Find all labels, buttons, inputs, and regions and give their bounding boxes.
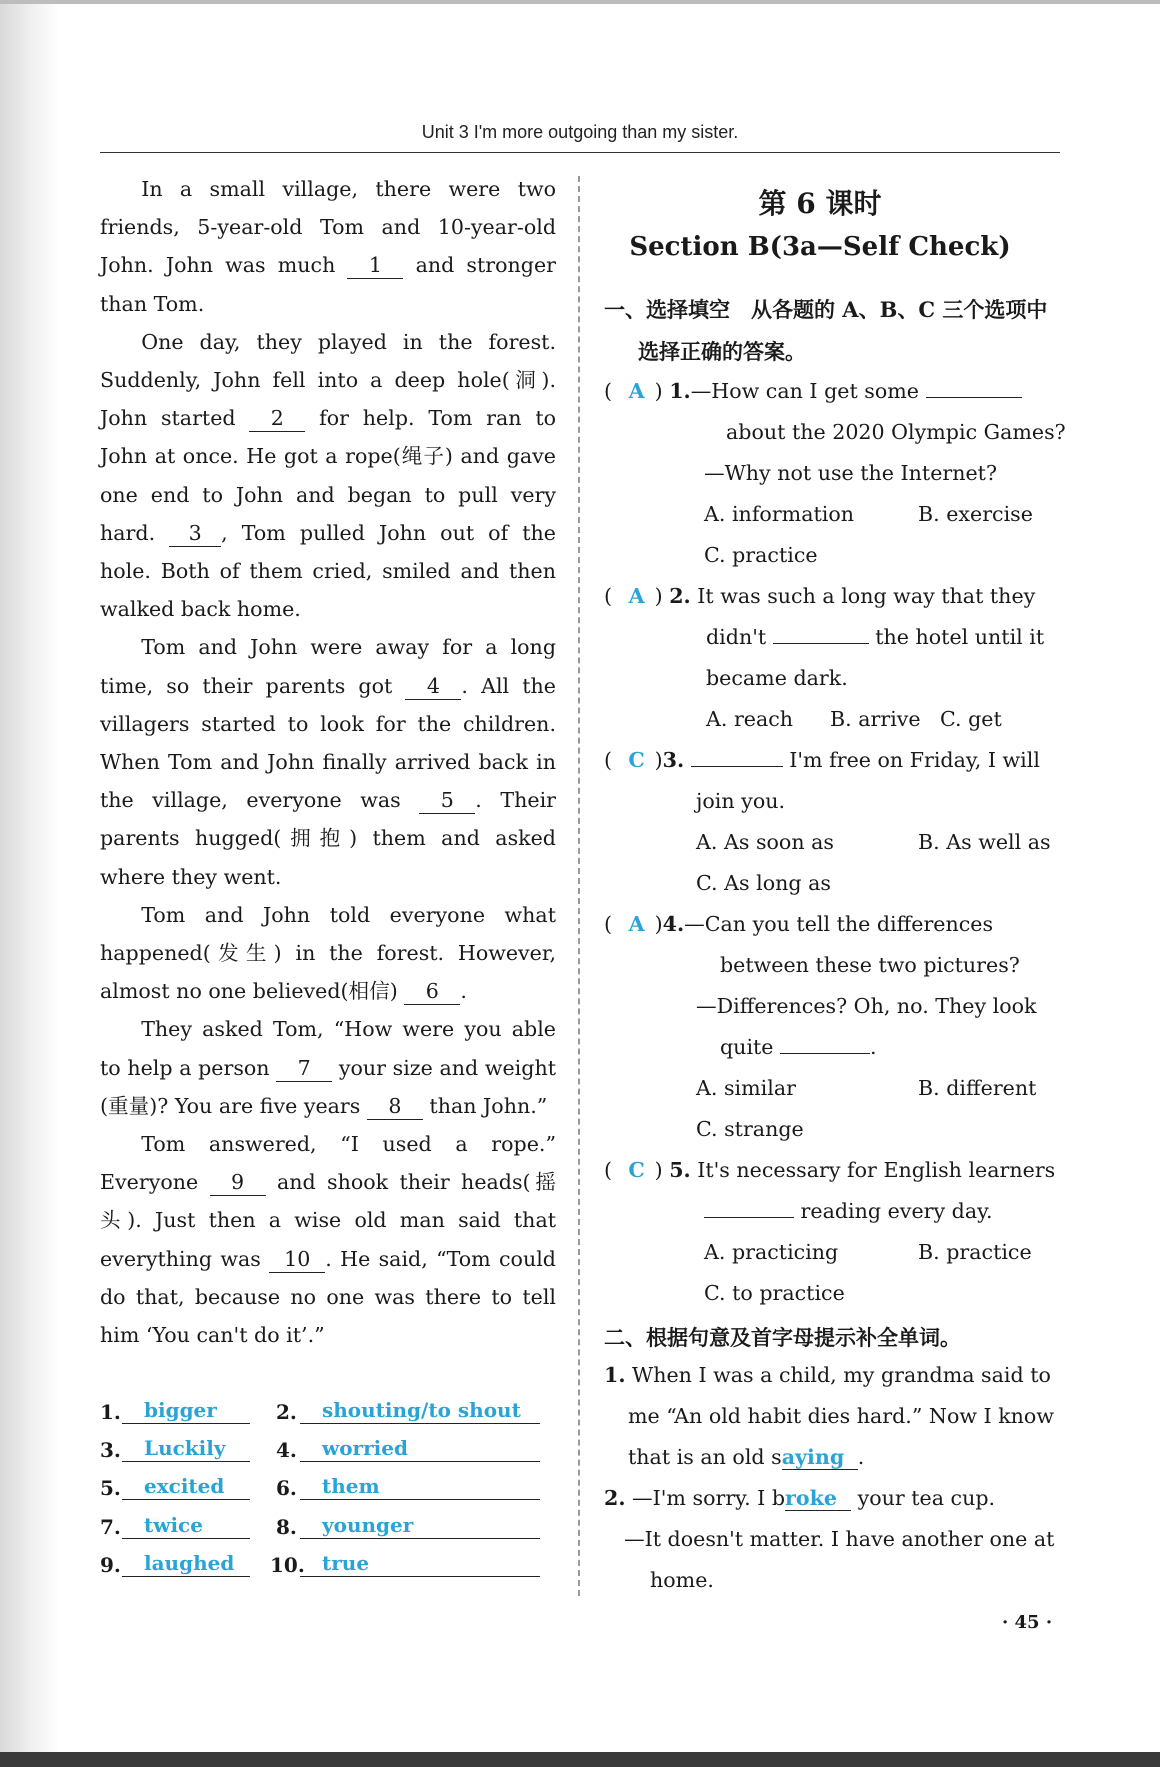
- answer-word: excited: [122, 1474, 250, 1500]
- answer-word: shouting/to shout: [300, 1398, 540, 1424]
- blank-10: 10: [269, 1246, 325, 1273]
- option-b: B. As well as: [918, 830, 1051, 854]
- option-a: A. practicing: [704, 1240, 839, 1264]
- passage-paragraph: One day, they played in the forest. Suddenly, John fell into a deep hole(洞). John started 2 for help. Tom ran to John at once. He got a rope(绳子) and gave one end to John and began to pull very hard. 3 , Tom pulled John out of the hole. Both of them cried, smiled and then walked back home.: [100, 329, 557, 622]
- section-title: Section B(3a—Self Check): [629, 232, 1011, 262]
- sentence-1: 1. When I was a child, my grandma said to: [604, 1363, 1051, 1387]
- question-line: join you.: [696, 789, 786, 813]
- passage-paragraph: Tom answered, “I used a rope.” Everyone 9 and shook their heads(摇头). Just then a wise old man said that everything was 10 . He said, “Tom could do that, because no one was there to tell him ‘You can't do it’.”: [100, 1132, 556, 1348]
- answer-letter: A: [628, 584, 645, 608]
- answer-row: [100, 1507, 560, 1545]
- answer-number: 3.: [100, 1438, 121, 1463]
- question-line: quite .: [720, 1035, 877, 1059]
- question-line: didn't the hotel until it: [706, 625, 1045, 649]
- option-a: A. information: [704, 502, 855, 526]
- question-5: ( C ) 5. It's necessary for English learners: [604, 1158, 1056, 1182]
- lesson-title: 第 6 课时: [758, 187, 882, 220]
- answer-row: [100, 1392, 560, 1430]
- question-line: —Why not use the Internet?: [704, 461, 997, 485]
- question-line: —It doesn't matter. I have another one at: [624, 1527, 1055, 1551]
- question-3: ( C )3. I'm free on Friday, I will: [604, 748, 1040, 772]
- answer-number: 2.: [276, 1400, 297, 1424]
- answer-word: younger: [300, 1513, 540, 1539]
- answer-word: worried: [300, 1436, 540, 1462]
- blank: [926, 397, 1022, 398]
- option-c: C. to practice: [704, 1281, 845, 1305]
- blank-3: 3: [169, 520, 221, 547]
- answer-letter: C: [628, 748, 645, 772]
- answer-number: 8.: [276, 1514, 297, 1539]
- answer-word: bigger: [122, 1398, 250, 1424]
- header-rule: [100, 152, 1060, 153]
- bottom-bar: [0, 1752, 1160, 1767]
- question-line: between these two pictures?: [720, 953, 1020, 977]
- fill-answer: aying: [782, 1445, 858, 1470]
- answer-row: [100, 1545, 560, 1583]
- passage-paragraph: Tom and John told everyone what happened(发生) in the forest. However, almost no one believed(相信) 6 .: [100, 902, 556, 1004]
- answer-letter: A: [628, 912, 645, 936]
- answer-letter: A: [628, 379, 645, 403]
- option-b: B. practice: [918, 1240, 1032, 1264]
- running-head: Unit 3 I'm more outgoing than my sister.: [421, 122, 739, 142]
- page: [0, 4, 1160, 1752]
- answer-number: 4.: [276, 1438, 297, 1463]
- question-1: ( A ) 1.—How can I get some: [604, 379, 1022, 403]
- answer-row: [100, 1468, 560, 1506]
- option-b: B. arrive: [830, 707, 921, 731]
- answer-grid: [100, 1392, 560, 1583]
- fill-answer: roke: [785, 1486, 851, 1511]
- answer-word: them: [300, 1474, 540, 1500]
- option-a: A. reach: [706, 707, 794, 731]
- question-line: —Differences? Oh, no. They look: [696, 994, 1037, 1018]
- passage-paragraph: Tom and John were away for a long time, so their parents got 4 . All the villagers started to look for the children. When Tom and John finally arrived back in the village, everyone was 5 . Their parents hugged(拥抱) them and asked where they went.: [100, 635, 557, 889]
- column-divider: [578, 176, 580, 1596]
- blank-1: 1: [347, 252, 403, 279]
- blank-9: 9: [210, 1169, 266, 1196]
- option-c: C. get: [940, 707, 1002, 731]
- option-a: A. As soon as: [696, 830, 834, 854]
- answer-number: 10.: [270, 1552, 305, 1577]
- answer-number: 9.: [100, 1552, 121, 1577]
- part1-heading-cont: 选择正确的答案。: [638, 339, 806, 364]
- option-b: B. exercise: [918, 502, 1033, 526]
- answer-number: 6.: [276, 1476, 297, 1501]
- answer-word: Luckily: [122, 1436, 250, 1462]
- blank-2: 2: [249, 405, 305, 432]
- answer-number: 1.: [100, 1400, 121, 1424]
- question-line: about the 2020 Olympic Games?: [726, 420, 1066, 444]
- question-line: home.: [650, 1568, 714, 1592]
- question-2: ( A ) 2. It was such a long way that they: [604, 584, 1036, 608]
- question-line: became dark.: [706, 666, 848, 690]
- passage-paragraph: In a small village, there were two friends, 5-year-old Tom and 10-year-old John. John was much 1 and stronger than Tom.: [100, 177, 557, 316]
- option-c: C. strange: [696, 1117, 804, 1141]
- passage-paragraph: They asked Tom, “How were you able to help a person 7 your size and weight (重量)? You are five years 8 than John.”: [100, 1017, 556, 1118]
- answer-number: 5.: [100, 1476, 121, 1501]
- answer-letter: C: [628, 1158, 645, 1182]
- question-4: ( A )4.—Can you tell the differences: [604, 912, 994, 936]
- blank-5: 5: [419, 787, 475, 814]
- answer-word: true: [300, 1551, 540, 1577]
- blank-6: 6: [404, 978, 460, 1005]
- question-line: me “An old habit dies hard.” Now I know: [628, 1404, 1054, 1428]
- answer-row: [100, 1430, 560, 1468]
- answer-number: 7.: [100, 1514, 121, 1539]
- blank-7: 7: [276, 1055, 332, 1082]
- question-line: reading every day.: [704, 1199, 993, 1223]
- page-number: · 45 ·: [1002, 1612, 1053, 1633]
- passage: [100, 170, 556, 1354]
- part1-heading: 一、选择填空 从各题的 A、B、C 三个选项中: [604, 297, 1048, 322]
- option-b: B. different: [918, 1076, 1037, 1100]
- option-c: C. practice: [704, 543, 818, 567]
- question-line: that is an old saying .: [628, 1445, 865, 1469]
- option-c: C. As long as: [696, 871, 831, 895]
- answer-word: twice: [122, 1513, 250, 1539]
- option-a: A. similar: [696, 1076, 796, 1100]
- blank-8: 8: [367, 1093, 423, 1120]
- blank-4: 4: [405, 673, 461, 700]
- answer-word: laughed: [122, 1551, 250, 1577]
- sentence-2: 2. —I'm sorry. I broke your tea cup.: [604, 1486, 996, 1510]
- part2-heading: 二、根据句意及首字母提示补全单词。: [604, 1325, 961, 1350]
